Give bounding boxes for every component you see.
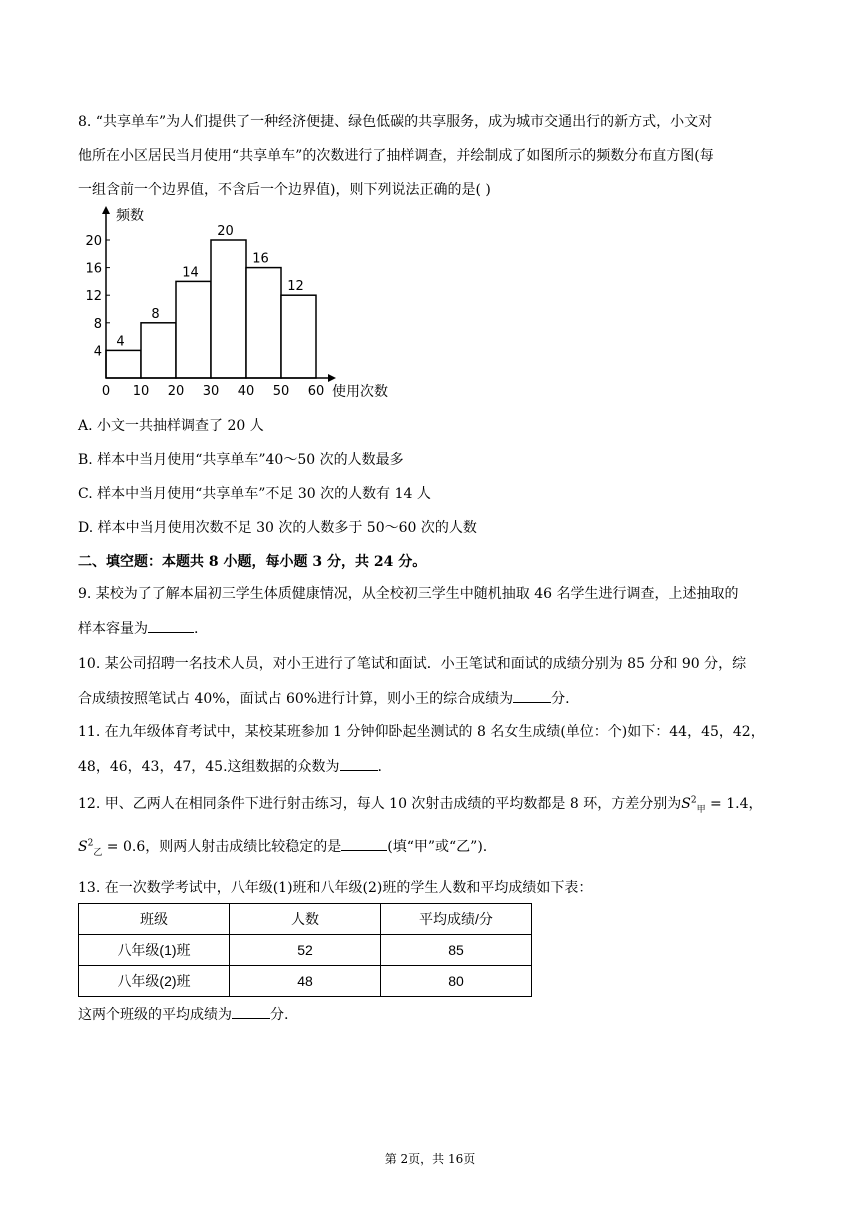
bar-value-label: 8 [151, 306, 160, 322]
q8-line1: 8. “共享单车”为人们提供了一种经济便捷、绿色低碳的共享服务，成为城市交通出行的新方式，小文对 [78, 114, 713, 130]
table-cell: 80 [381, 966, 532, 997]
x-tick-label: 50 [272, 384, 290, 399]
q9-line1: 9. 某校为了了解本届初三学生体质健康情况，从全校初三学生中随机抽取 46 名学生进行调查，上述抽取的 [78, 586, 739, 602]
table-header-average: 平均成绩/分 [381, 904, 532, 935]
q8-option-a: A. 小文一共抽样调查了 20 人 [78, 418, 264, 434]
q12-line2 [78, 836, 790, 857]
bar-value-label: 12 [287, 279, 304, 295]
table-header-row [79, 904, 532, 935]
histogram-bar [106, 350, 141, 378]
bar-value-label: 14 [182, 265, 199, 281]
table-cell: 八年级(1)班 [79, 935, 230, 966]
x-axis-label: 使用次数 [332, 384, 388, 400]
histogram-bar [281, 295, 316, 378]
table-cell: 48 [230, 966, 381, 997]
q12-line1-text: 12. 甲、乙两人在相同条件下进行射击练习，每人 10 次射击成绩的平均数都是 8 环，方差分别为 [78, 796, 682, 812]
table-header-count: 人数 [230, 904, 381, 935]
table-row [79, 966, 532, 997]
x-tick-label: 20 [167, 384, 185, 399]
score-table [78, 903, 532, 997]
q12-line2-suffix: (填“甲”或“乙”). [387, 839, 488, 855]
bar-value-label: 20 [217, 224, 234, 239]
q8-line2: 他所在小区居民当月使用“共享单车”的次数进行了抽样调查，并绘制成了如图所示的频数分布直方图(每 [78, 148, 714, 164]
q12-s-yi: $S^2_乙$ [78, 838, 103, 858]
q9-line2 [78, 618, 790, 639]
q11-answer-blank [340, 756, 378, 771]
q13-line1: 13. 在一次数学考试中，八年级(1)班和八年级(2)班的学生人数和平均成绩如下表： [78, 880, 593, 896]
y-tick-label: 12 [85, 289, 102, 305]
histogram-bar [211, 240, 246, 378]
y-axis-arrow [102, 206, 110, 214]
q12-s-jia: $S^2_甲 = 1.4$， [681, 795, 763, 815]
q11-line1: 11. 在九年级体育考试中，某校某班参加 1 分钟仰卧起坐测试的 8 名女生成绩(单位：个)如下：44，45，42， [78, 724, 765, 740]
q12-line2-prefix: = 0.6，则两人射击成绩比较稳定的是 [102, 839, 342, 855]
histogram-bar [176, 281, 211, 378]
table-cell: 52 [230, 935, 381, 966]
q9-answer-blank [148, 618, 194, 633]
q9-line2-prefix: 样本容量为 [78, 621, 148, 637]
table-row [79, 935, 532, 966]
q13-after [78, 1004, 790, 1025]
histogram-bar [246, 268, 281, 378]
frequency-histogram [74, 206, 414, 406]
q11-line2-suffix: . [377, 759, 382, 775]
x-axis-arrow [328, 374, 336, 382]
q12-line1 [78, 794, 790, 814]
q8-option-c: C. 样本中当月使用“共享单车”不足 30 次的人数有 14 人 [78, 486, 431, 502]
x-tick-label: 30 [202, 384, 220, 399]
q8-option-b: B. 样本中当月使用“共享单车”40～50 次的人数最多 [78, 452, 404, 468]
y-tick-label: 8 [93, 316, 102, 332]
q13-answer-blank [232, 1004, 270, 1019]
x-tick-label: 0 [101, 384, 111, 399]
y-tick-label: 4 [93, 344, 102, 360]
table-cell: 八年级(2)班 [79, 966, 230, 997]
x-tick-label: 60 [307, 384, 325, 399]
bar-value-label: 4 [116, 334, 125, 350]
q13-after-prefix: 这两个班级的平均成绩为 [78, 1007, 232, 1023]
section2-heading: 二、填空题：本题共 8 小题，每小题 3 分，共 24 分。 [78, 554, 427, 570]
q9-line2-suffix: . [194, 621, 199, 637]
page-footer: 第 2页，共 16页 [384, 1152, 476, 1166]
q10-line2-suffix: 分. [551, 691, 570, 707]
x-tick-label: 40 [237, 384, 255, 399]
y-tick-label: 20 [85, 234, 102, 249]
q8-option-d: D. 样本中当月使用次数不足 30 次的人数多于 50～60 次的人数 [78, 520, 477, 536]
table-header-class: 班级 [79, 904, 230, 935]
bar-value-label: 16 [252, 251, 269, 267]
y-tick-label: 16 [85, 261, 102, 277]
q10-line1: 10. 某公司招聘一名技术人员，对小王进行了笔试和面试．小王笔试和面试的成绩分别为 85 分和 90 分，综 [78, 656, 747, 672]
x-tick-label: 10 [132, 384, 150, 399]
q8-line3: 一组含前一个边界值，不含后一个边界值)，则下列说法正确的是( ) [78, 182, 491, 198]
table-cell: 85 [381, 935, 532, 966]
histogram-bar [141, 323, 176, 378]
q10-line2-prefix: 合成绩按照笔试占 40%，面试占 60%进行计算，则小王的综合成绩为 [78, 691, 514, 707]
y-axis-label: 频数 [116, 208, 144, 224]
q12-answer-blank [341, 836, 387, 851]
q10-line2 [78, 688, 790, 709]
q10-answer-blank [513, 688, 551, 703]
q11-line2-prefix: 48，46，43，47，45.这组数据的众数为 [78, 759, 340, 775]
q11-line2 [78, 756, 790, 777]
q13-after-suffix: 分. [270, 1007, 289, 1023]
